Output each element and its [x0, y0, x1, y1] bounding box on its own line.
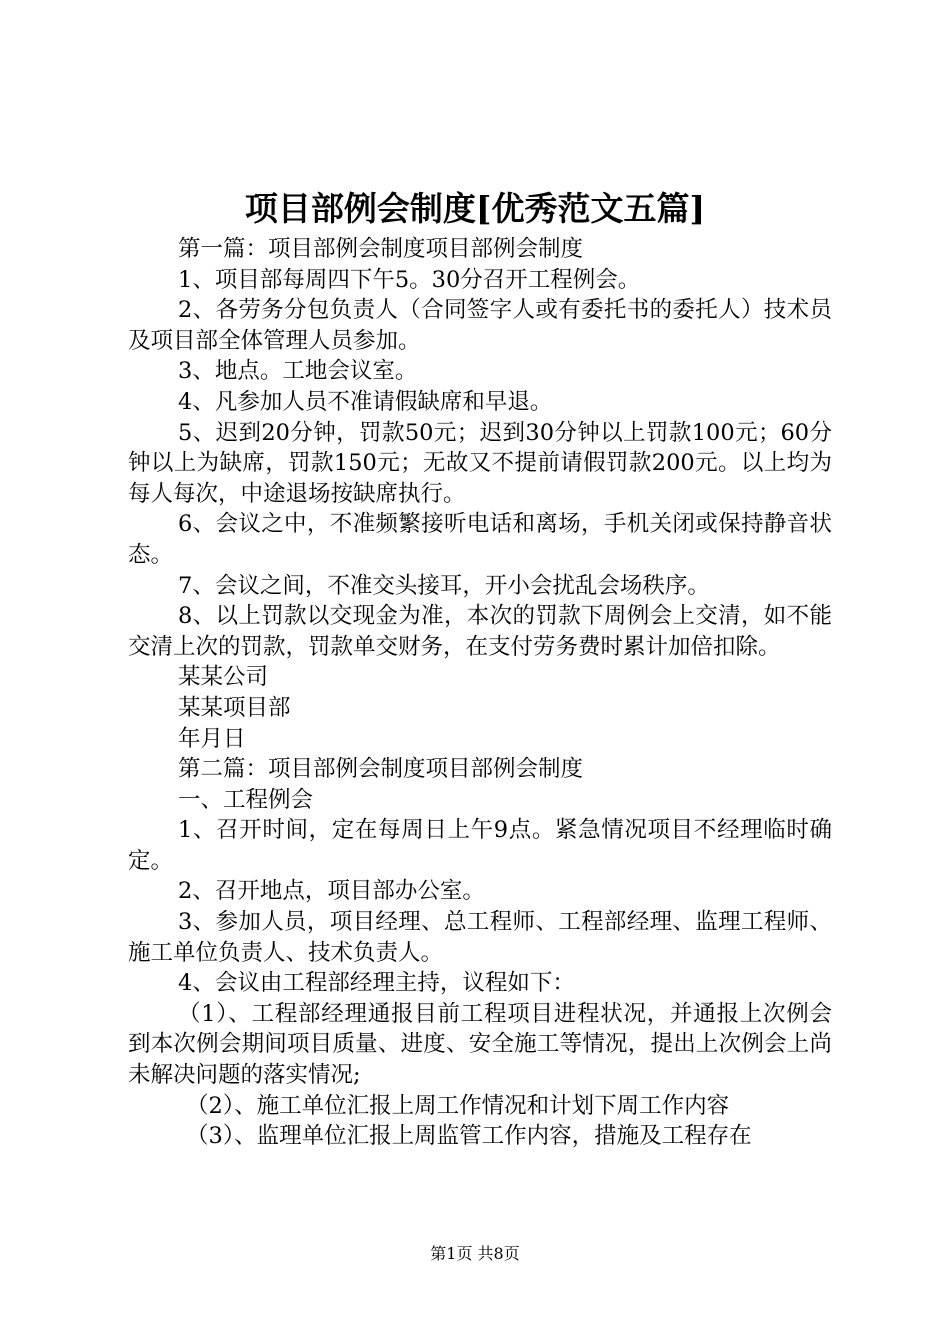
paragraph: 4、会议由工程部经理主持，议程如下： [178, 970, 575, 997]
paragraph: 6、会议之中，不准频繁接听电话和离场，手机关闭或保持静音状态。 [128, 511, 832, 568]
paragraph: （1）、工程部经理通报目前工程项目进程状况，并通报上次例会到本次例会期间项目质量、进度、安全施工等情况，提出上次例会上尚未解决问题的落实情况; [128, 1000, 832, 1089]
paragraph: 3、地点。工地会议室。 [178, 358, 418, 385]
section-subheading: 一、工程例会 [178, 786, 314, 813]
signature-date: 年月日 [178, 725, 246, 752]
page-footer: 第1页 共8页 [430, 1244, 520, 1263]
paragraph: 1、项目部每周四下午5。30分召开工程例会。 [178, 266, 641, 293]
paragraph: 第一篇：项目部例会制度项目部例会制度 [178, 236, 584, 262]
paragraph: 7、会议之间，不准交头接耳，开小会扰乱会场秩序。 [178, 572, 710, 599]
paragraph: （3）、监理单位汇报上周监管工作内容，措施及工程存在 [186, 1123, 752, 1150]
document-body [128, 234, 832, 1152]
paragraph: 3、参加人员，项目经理、总工程师、工程部经理、监理工程师、施工单位负责人、技术负责人。 [128, 909, 832, 966]
paragraph: 8、以上罚款以交现金为准，本次的罚款下周例会上交清，如不能交清上次的罚款，罚款单交财务，在支付劳务费时累计加倍扣除。 [128, 603, 832, 660]
section-heading: 第二篇：项目部例会制度项目部例会制度 [178, 756, 584, 783]
paragraph: 2、各劳务分包负责人（合同签字人或有委托书的委托人）技术员及项目部全体管理人员参加。 [128, 297, 832, 354]
paragraph: 5、迟到20分钟，罚款50元；迟到30分钟以上罚款100元；60分钟以上为缺席，罚款150元；无故又不提前请假罚款200元。以上均为每人每次，中途退场按缺席执行。 [128, 419, 832, 507]
paragraph: （2）、施工单位汇报上周工作情况和计划下周工作内容 [186, 1092, 730, 1119]
signature-company: 某某公司 [178, 664, 269, 691]
paragraph: 1、召开时间，定在每周日上午9点。紧急情况项目不经理临时确定。 [128, 817, 832, 874]
document-title: 项目部例会制度[优秀范文五篇] [244, 189, 706, 228]
paragraph: 2、召开地点，项目部办公室。 [178, 878, 485, 905]
paragraph: 4、凡参加人员不准请假缺席和早退。 [178, 388, 553, 415]
signature-department: 某某项目部 [178, 694, 291, 721]
